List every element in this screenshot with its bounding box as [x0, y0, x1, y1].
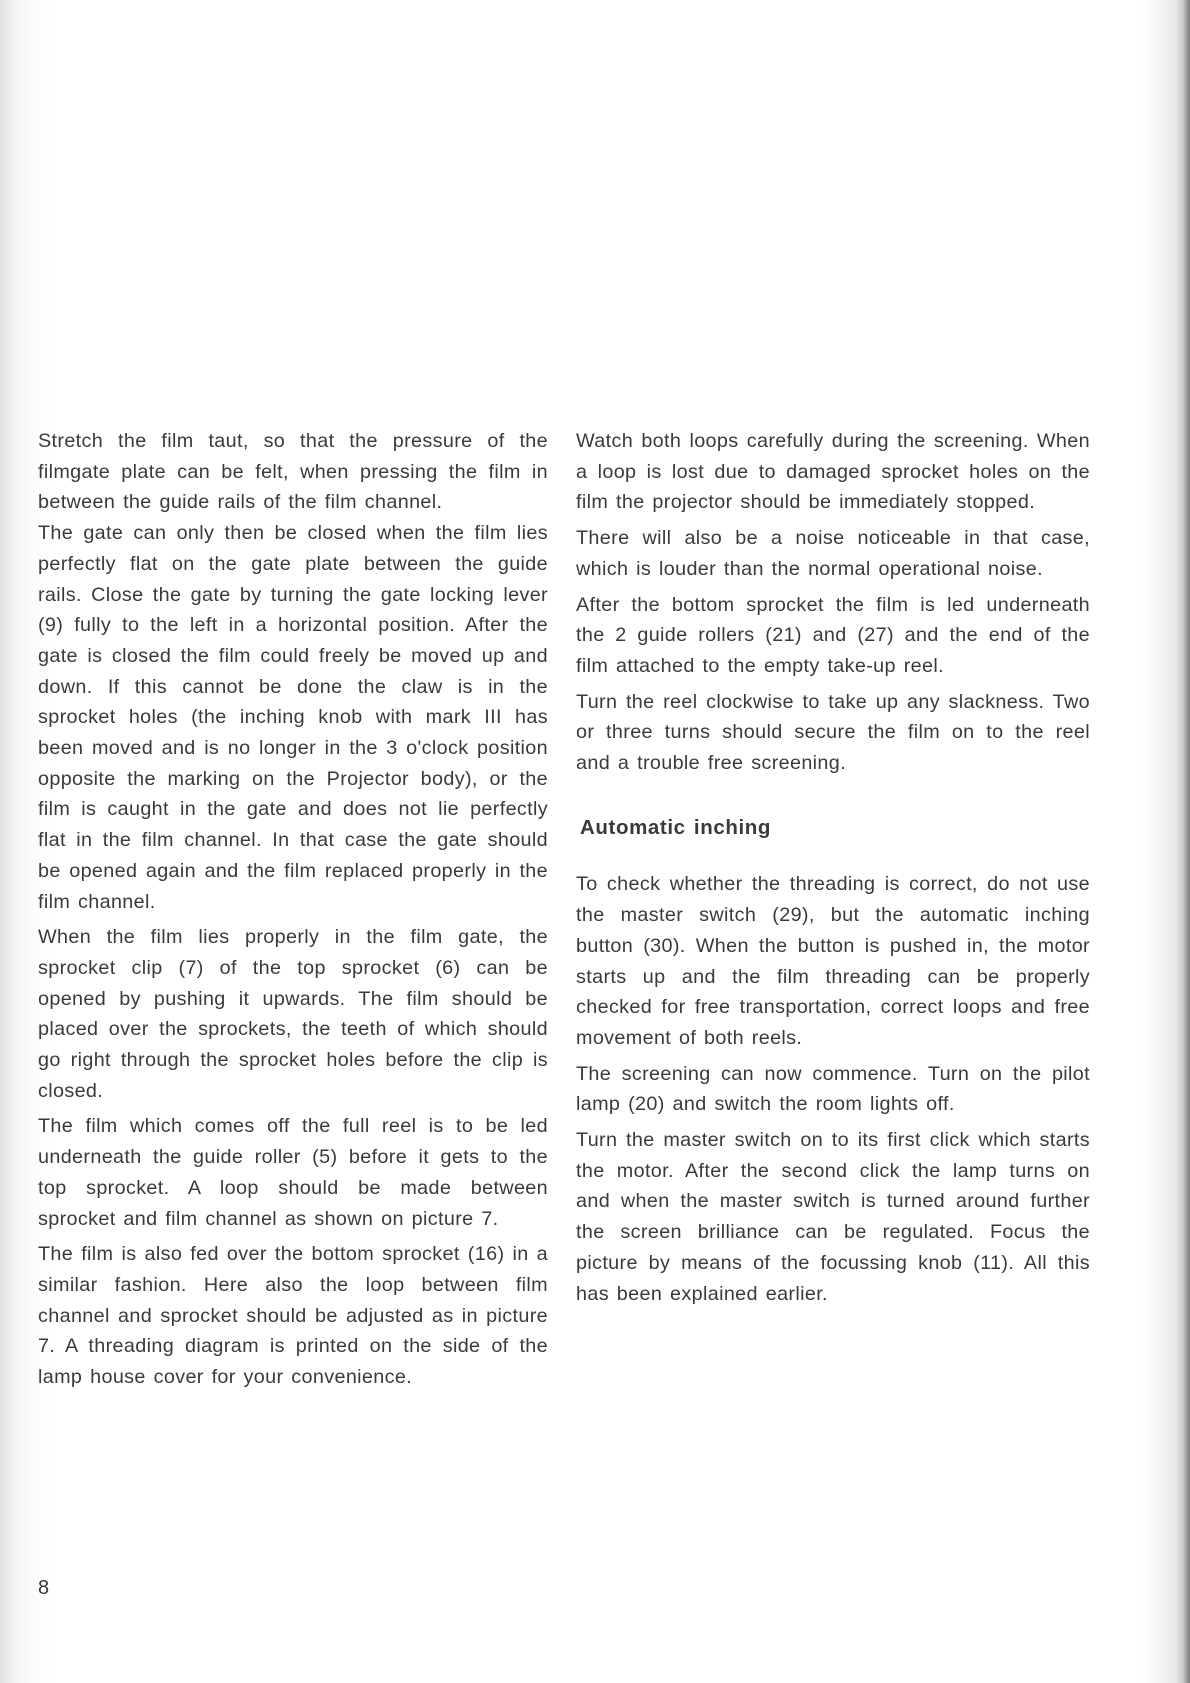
page-number: 8	[38, 1577, 50, 1599]
paragraph: There will also be a noise noticeable in that case, which is louder than the normal operational noise.	[576, 527, 1090, 580]
paragraph: Turn the reel clockwise to take up any slackness. Two or three turns should secure the film on to the reel and a trouble free screening.	[576, 690, 1090, 775]
section-heading: Automatic inching	[580, 815, 772, 839]
paragraph: When the film lies properly in the film gate, the sprocket clip (7) of the top sprocket (6) can be opened by pushing it upwards. The film should be placed over the sprockets, the teeth of which should go right through the sprocket holes before the clip is closed.	[38, 926, 548, 1102]
paragraph: After the bottom sprocket the film is led underneath the 2 guide rollers (21) and (27) and the end of the film attached to the empty take-up reel.	[576, 593, 1090, 677]
paragraph: Stretch the film taut, so that the pressure of the filmgate plate can be felt, when pressing the film in between the guide rails of the film channel.	[38, 430, 548, 514]
left-column	[38, 426, 548, 1398]
paragraph: To check whether the threading is correct, do not use the master switch (29), but the automatic inching button (30). When the button is pushed in, the motor starts up and the film threading can be properly checked for free transportation, correct loops and free movement of both reels.	[576, 873, 1090, 1049]
paragraph: Turn the master switch on to its first click which starts the motor. After the second click the lamp turns on and when the master switch is turned around further the screen brilliance can be regulated. Focus the picture by means of the focussing knob (11). All this has been explained earlier.	[576, 1129, 1090, 1305]
paragraph: The screening can now commence. Turn on the pilot lamp (20) and switch the room lights off.	[576, 1062, 1090, 1116]
paragraph: The gate can only then be closed when the film lies perfectly flat on the gate plate between the guide rails. Close the gate by turning the gate locking lever (9) fully to the left in a horizontal position. After the gate is closed the film could freely be moved up and down. If this cannot be done the claw is in the sprocket holes (the inching knob with mark III has been moved and is no longer in the 3 o'clock position opposite the marking on the Projector body), or the film is caught in the gate and does not lie perfectly flat in the film channel. In that case the gate should be opened again and the film replaced properly in the film channel.	[38, 522, 548, 913]
paragraph: The film which comes off the full reel is to be led underneath the guide roller (5) before it gets to the top sprocket. A loop should be made between sprocket and film channel as shown on picture 7.	[38, 1115, 548, 1230]
right-column	[576, 426, 1090, 1314]
paragraph: Watch both loops carefully during the screening. When a loop is lost due to damaged sprocket holes on the film the projector should be immediately stopped.	[576, 430, 1090, 514]
paragraph: The film is also fed over the bottom sprocket (16) in a similar fashion. Here also the loop between film channel and sprocket should be adjusted as in picture 7. A threading diagram is printed on the side of the lamp house cover for your convenience.	[38, 1243, 548, 1389]
